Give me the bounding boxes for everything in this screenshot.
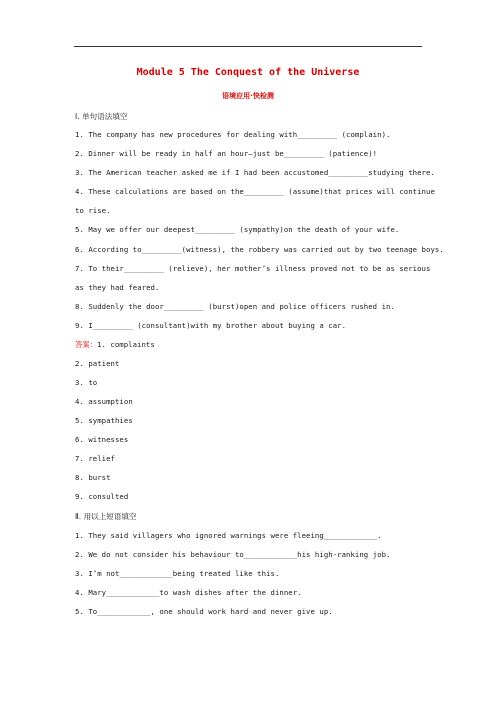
doc-title: Module 5 The Conquest of the Universe [136, 67, 360, 78]
answer-line-1 [75, 340, 425, 349]
s1-question-8: 8. Suddenly the door_________ (burst)open and police officers rushed in. [75, 302, 395, 311]
s1-question-6: 6. According to_________(witness), the robbery was carried out by two teenage boys. [75, 245, 444, 254]
answer-5: 5. sympathies [75, 416, 133, 425]
answer-2: 2. patient [75, 359, 120, 368]
s2-question-5: 5. To____________, one should work hard and never give up. [75, 607, 333, 616]
s2-question-4: 4. Mary____________to wash dishes after the dinner. [75, 588, 302, 597]
answer-9: 9. consulted [75, 492, 129, 501]
s2-question-1: 1. They said villagers who ignored warnings were fleeing____________. [75, 531, 382, 540]
s1-question-2: 2. Dinner will be ready in half an hour—just be_________ (patience)! [75, 149, 378, 158]
s1-question-5: 5. May we offer our deepest_________ (sympathy)on the death of your wife. [75, 225, 400, 234]
answer-1: 1. complaints [97, 340, 155, 349]
doc-subtitle: 语境应用·快检测 [222, 92, 274, 100]
s1-question-4-line1: 4. These calculations are based on the_________ (assume)that prices will continue [75, 187, 435, 196]
s1-question-3: 3. The American teacher asked me if I had been accustomed_________studying there. [75, 168, 435, 177]
answer-label: 答案： [75, 340, 98, 349]
answer-8: 8. burst [75, 473, 111, 482]
s1-question-9: 9. I_________ (consultant)with my brother about buying a car. [75, 321, 347, 330]
s2-question-3: 3. I’m not____________being treated like this. [75, 569, 280, 578]
answer-7: 7. relief [75, 454, 115, 463]
s1-question-7-line2: as they had feared. [75, 283, 160, 292]
answer-4: 4. assumption [75, 397, 133, 406]
header-rule [74, 46, 422, 47]
s1-question-1: 1. The company has new procedures for dealing with_________ (complain). [75, 130, 391, 139]
s1-question-7-line1: 7. To their_________ (relieve), her mother’s illness proved not to be as serious [75, 264, 431, 273]
s2-question-2: 2. We do not consider his behaviour to____________his high-ranking job. [75, 550, 391, 559]
section2-heading: Ⅱ. 用以上短语填空 [75, 512, 137, 521]
s1-question-4-line2: to rise. [75, 206, 111, 215]
section1-heading: Ⅰ. 单句语法填空 [75, 112, 128, 121]
answer-6: 6. witnesses [75, 435, 129, 444]
answer-3: 3. to [75, 378, 98, 387]
